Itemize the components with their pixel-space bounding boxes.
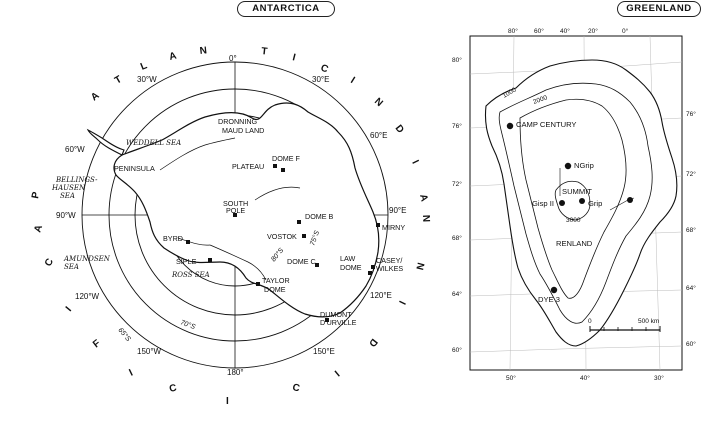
- greenland-map: [452, 0, 724, 438]
- scale-zero: 0: [588, 318, 592, 325]
- scale-length: 500 km: [638, 318, 660, 325]
- region-label: SEA: [60, 192, 75, 200]
- lat-label: 64°: [452, 291, 462, 298]
- lon-label: 30°E: [312, 75, 330, 84]
- lon-label: 40°: [560, 28, 570, 35]
- ocean-letter: C: [42, 255, 57, 269]
- region-label: AMUNDSEN: [64, 255, 110, 263]
- lat-label: 60°: [452, 347, 462, 354]
- contour-label: 1000: [501, 86, 518, 100]
- site-label: RENLAND: [556, 239, 593, 248]
- contour-label: 3000: [566, 217, 581, 224]
- ocean-letter: T: [113, 73, 126, 87]
- lat-label: 80°S: [270, 247, 286, 264]
- ocean-letter: T: [260, 46, 270, 58]
- ocean-letter: I: [395, 298, 408, 308]
- lon-label: 30°: [654, 375, 664, 382]
- marker-ngrip: [565, 163, 571, 169]
- region-label: ROSS SEA: [172, 271, 210, 279]
- ocean-letter: I: [330, 367, 342, 380]
- ocean-letter: A: [32, 221, 46, 234]
- ocean-letter: D: [392, 123, 407, 138]
- marker-dye3: [551, 287, 557, 293]
- marker-siple: [208, 258, 212, 262]
- lon-label: 150°E: [313, 347, 335, 356]
- region-label: BELLINGS-: [56, 176, 98, 184]
- ocean-letter: N: [412, 261, 426, 273]
- antarctic-peninsula: [88, 130, 124, 155]
- marker-grip: [579, 198, 585, 204]
- lon-label: 60°W: [65, 145, 85, 154]
- ocean-letter: C: [318, 62, 332, 77]
- lon-label: 150°W: [137, 347, 162, 356]
- marker-gisp2: [559, 200, 565, 206]
- ocean-letter: N: [420, 214, 432, 225]
- marker-byrd: [186, 240, 190, 244]
- ocean-letter: I: [348, 75, 359, 88]
- site-label: DOME B: [305, 212, 334, 221]
- site-label: CASEY/: [376, 256, 403, 265]
- lon-label: 90°E: [389, 206, 407, 215]
- marker-renland: [627, 197, 633, 203]
- ocean-letter: N: [371, 96, 387, 111]
- region-label: MAUD LAND: [222, 126, 265, 135]
- site-label: PLATEAU: [232, 162, 265, 171]
- lon-label: 120°E: [370, 291, 392, 300]
- pacific-label-bottom: [226, 382, 303, 407]
- marker-casey: [371, 265, 375, 269]
- lat-label: 64°: [686, 285, 696, 292]
- lat-label: 68°: [452, 235, 462, 242]
- site-label: WILKES: [376, 264, 404, 273]
- ocean-letter: I: [63, 303, 76, 314]
- site-label: DOME: [264, 285, 286, 294]
- marker-dome-b: [297, 220, 301, 224]
- ocean-letter: I: [409, 158, 422, 168]
- region-label: WEDDELL SEA: [126, 139, 182, 147]
- site-label: DOME C: [287, 257, 316, 266]
- lon-label: 0°: [229, 54, 237, 63]
- ocean-letter: C: [168, 382, 180, 395]
- lon-label: 0°: [622, 28, 629, 35]
- lon-label: 90°W: [56, 211, 76, 220]
- marker-mirny: [376, 223, 380, 227]
- site-label: NGrip: [574, 161, 594, 170]
- lat-label: 75°S: [309, 229, 322, 247]
- ocean-letter: I: [291, 52, 299, 65]
- ocean-letter: A: [417, 193, 430, 205]
- ocean-letter: D: [364, 336, 380, 351]
- site-label: TAYLOR: [262, 276, 290, 285]
- ocean-letter: L: [139, 59, 151, 73]
- lon-label: 40°: [580, 375, 590, 382]
- ocean-letter: C: [291, 382, 303, 395]
- ocean-letter: A: [168, 50, 180, 63]
- greenland-title: GREENLAND: [617, 1, 701, 17]
- marker-plateau: [273, 164, 277, 168]
- region-label: PENINSULA: [114, 164, 155, 173]
- region-label: SEA: [64, 263, 79, 271]
- lat-label: 80°: [452, 57, 462, 64]
- lat-label: 72°: [686, 171, 696, 178]
- site-label: BYRD: [163, 234, 183, 243]
- site-label: SOUTH: [223, 199, 249, 208]
- site-label: DYE 3: [538, 295, 560, 304]
- ocean-letter: I: [127, 366, 137, 379]
- lat-label: 72°: [452, 181, 462, 188]
- marker-dome-f: [281, 168, 285, 172]
- region-label: HAUSEN: [52, 184, 86, 192]
- site-label: SUMMIT: [562, 187, 592, 196]
- lat-label: 68°: [686, 227, 696, 234]
- ocean-letter: N: [199, 45, 210, 57]
- site-label: D'URVILLE: [320, 318, 357, 327]
- site-label: Gisp II: [532, 199, 554, 208]
- site-label: Grip: [588, 199, 603, 208]
- lat-label: 70°S: [179, 319, 197, 332]
- site-label: VOSTOK: [267, 232, 297, 241]
- marker-law-dome: [368, 271, 372, 275]
- ocean-letter: A: [89, 89, 104, 104]
- lat-label: 76°: [686, 111, 696, 118]
- marker-camp-century: [507, 123, 513, 129]
- site-label: DOME F: [272, 154, 300, 163]
- lat-label: 65°S: [116, 326, 132, 343]
- antarctica-title: ANTARCTICA: [237, 1, 335, 17]
- site-label: LAW: [340, 254, 356, 263]
- lon-label: 50°: [506, 375, 516, 382]
- lat-label: 60°: [686, 341, 696, 348]
- lon-label: 20°: [588, 28, 598, 35]
- site-label: POLE: [226, 206, 246, 215]
- ocean-letter: P: [30, 189, 43, 200]
- site-label: CAMP CENTURY: [516, 120, 577, 129]
- lon-label: 60°: [534, 28, 544, 35]
- lon-label: 120°W: [75, 292, 100, 301]
- lon-label: 80°: [508, 28, 518, 35]
- lat-label: 76°: [452, 123, 462, 130]
- lon-label: 60°E: [370, 131, 388, 140]
- lon-label: 180°: [227, 368, 244, 377]
- site-label: MIRNY: [382, 223, 406, 232]
- site-label: DOME: [340, 263, 362, 272]
- region-label: DRONNING: [218, 117, 258, 126]
- contour-label: 2000: [532, 94, 549, 106]
- marker-taylor-dome: [256, 282, 260, 286]
- site-label: DUMONT: [320, 310, 352, 319]
- marker-vostok: [302, 234, 306, 238]
- ocean-letter: I: [226, 396, 231, 407]
- site-label: SIPLE: [176, 257, 197, 266]
- ocean-letter: F: [91, 336, 105, 351]
- lon-label: 30°W: [137, 75, 157, 84]
